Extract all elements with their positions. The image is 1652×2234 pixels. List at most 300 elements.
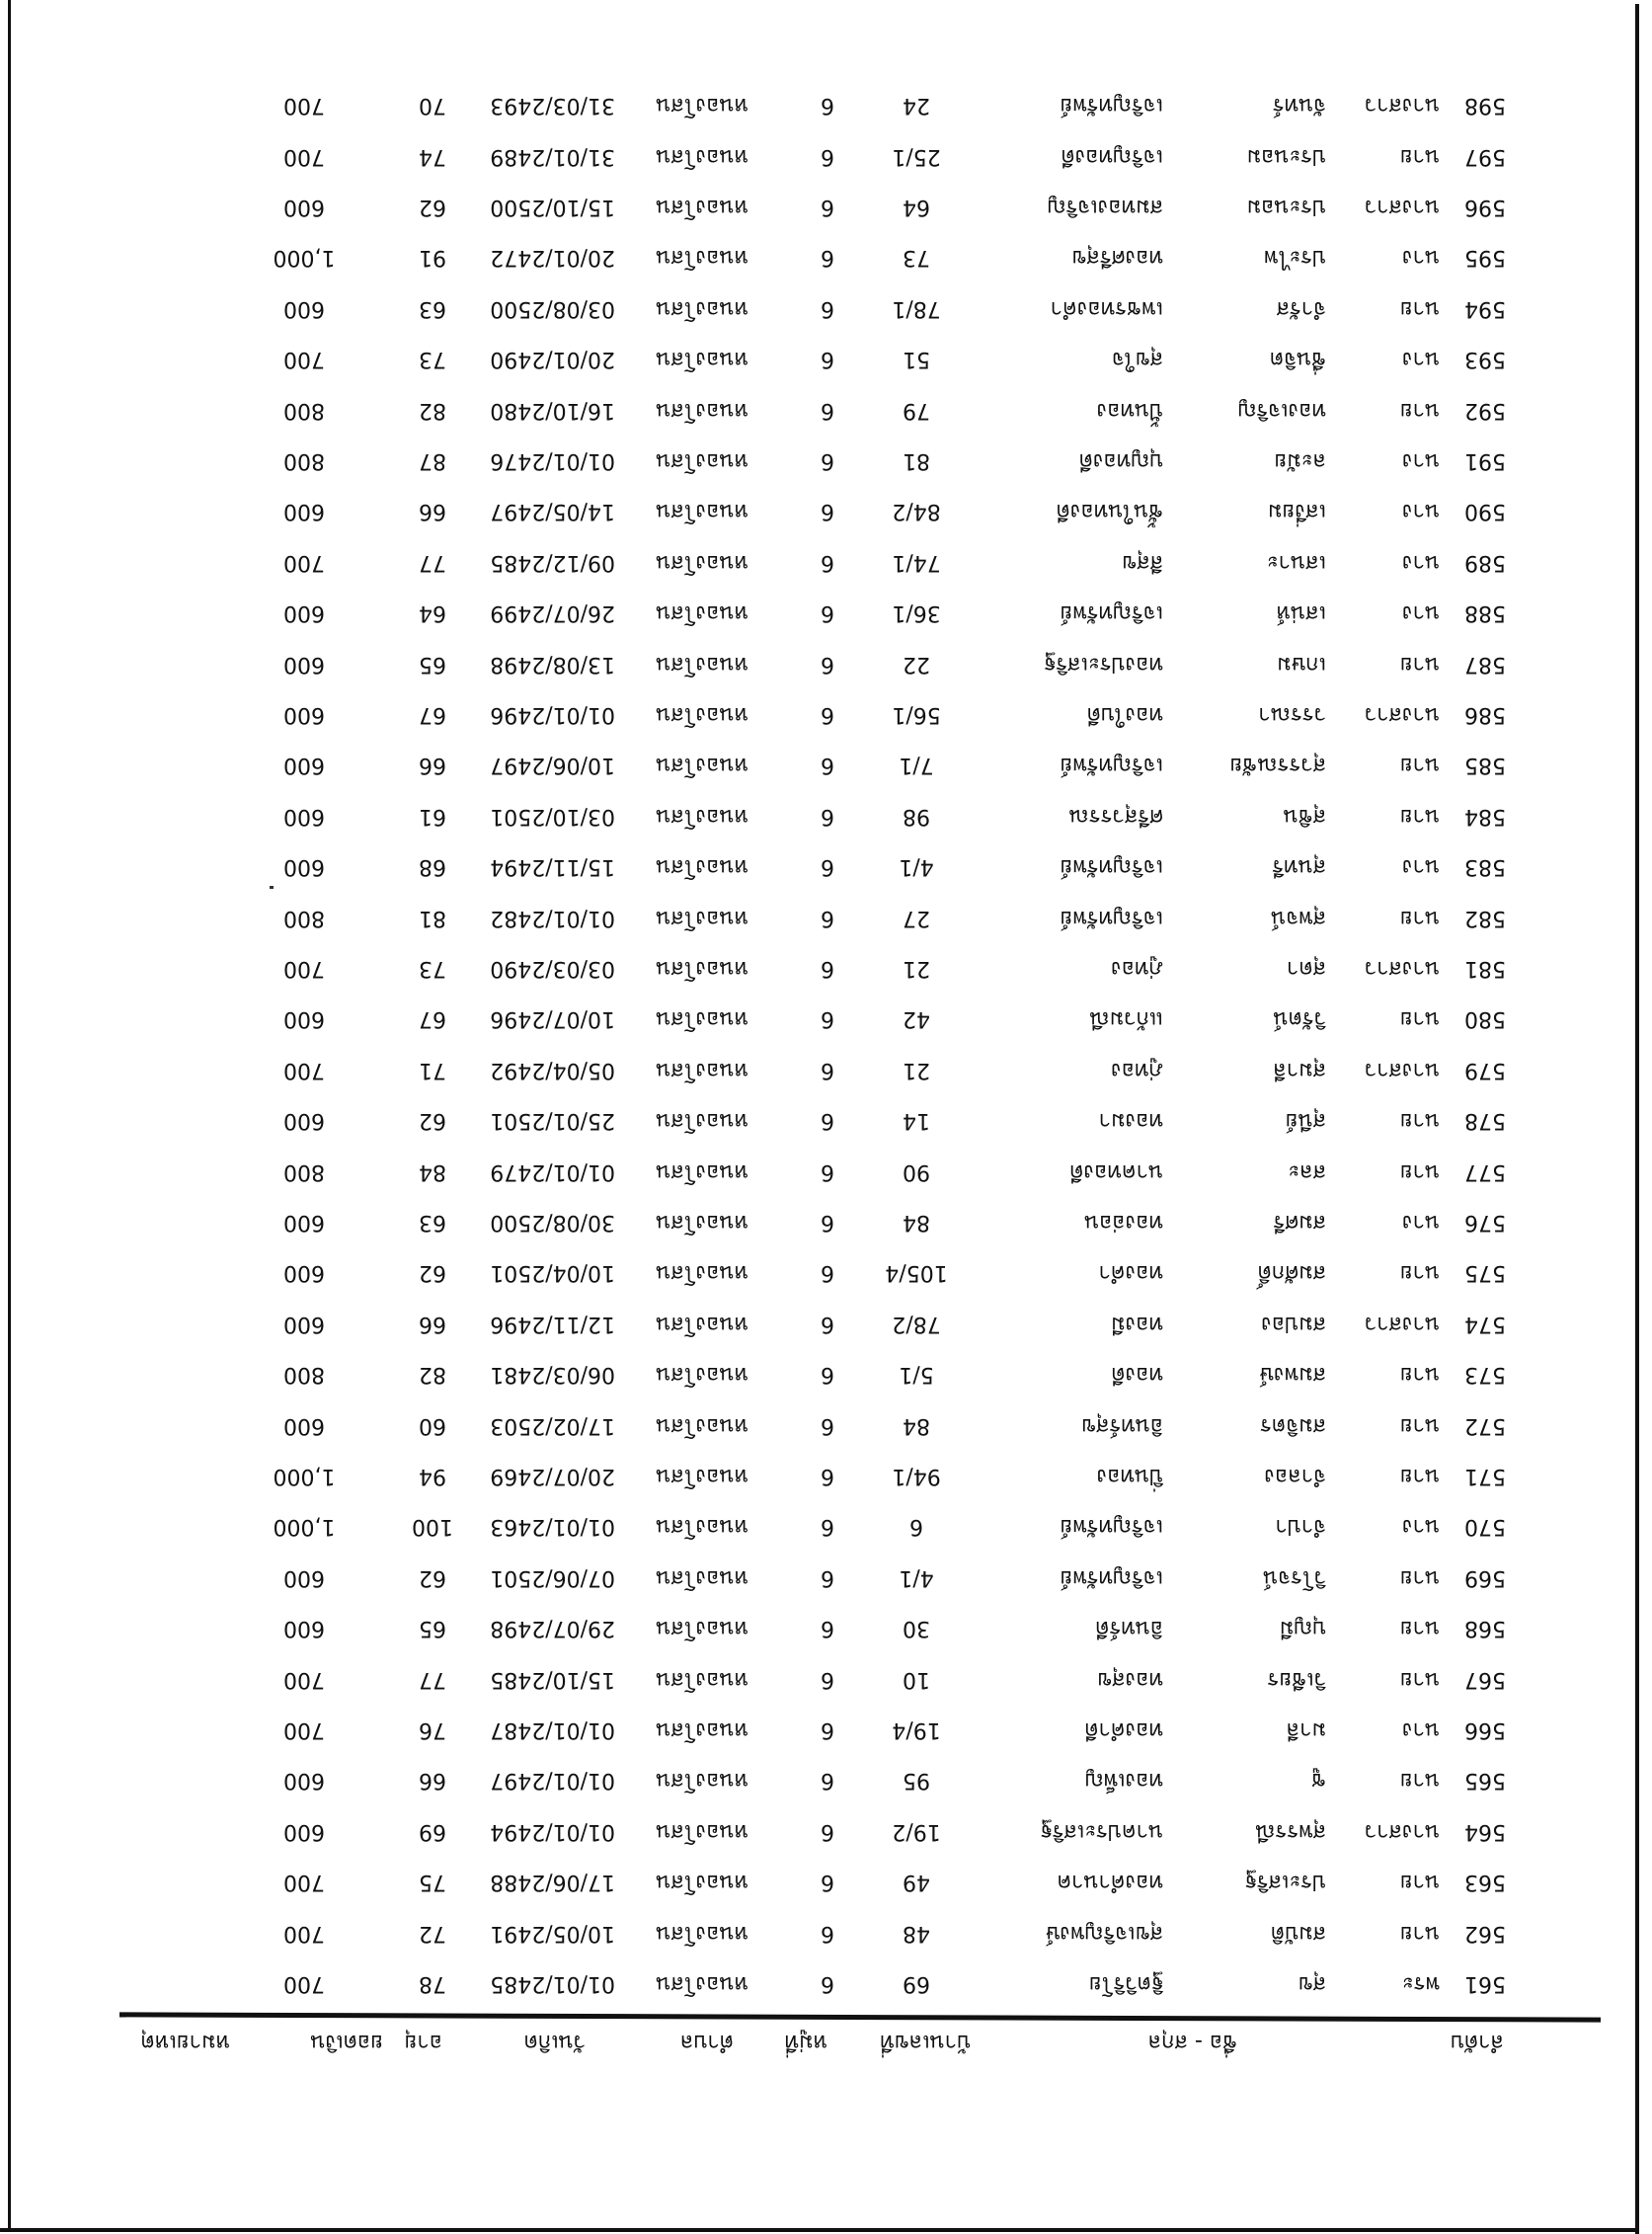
cell-moo: 6 bbox=[821, 1768, 834, 1794]
cell-moo: 6 bbox=[821, 1158, 834, 1184]
cell-age: 91 bbox=[419, 245, 446, 271]
cell-prefix: นาย bbox=[1399, 905, 1440, 930]
cell-seq: 563 bbox=[1464, 1870, 1506, 1895]
cell-moo: 6 bbox=[821, 1920, 834, 1946]
cell-moo: 6 bbox=[821, 753, 834, 778]
cell-age: 62 bbox=[419, 195, 446, 219]
cell-house-no: 30 bbox=[903, 1616, 930, 1641]
cell-prefix: นาย bbox=[1399, 803, 1440, 829]
cell-prefix: นาย bbox=[1399, 1564, 1440, 1590]
cell-moo: 6 bbox=[821, 1818, 834, 1844]
cell-amount: 1,000 bbox=[273, 1464, 336, 1488]
cell-amount: 600 bbox=[283, 195, 325, 219]
cell-first-name: จำปา bbox=[1275, 1514, 1326, 1540]
cell-seq: 575 bbox=[1464, 1260, 1506, 1286]
cell-house-no: 78/1 bbox=[892, 295, 941, 321]
cell-amount: 800 bbox=[283, 1158, 325, 1184]
cell-house-no: 98 bbox=[903, 803, 930, 829]
cell-dob: 10/07/2496 bbox=[490, 1006, 615, 1032]
cell-dob: 31/01/2489 bbox=[490, 143, 615, 169]
cell-house-no: 69 bbox=[903, 1971, 930, 1996]
cell-first-name: เกษม bbox=[1277, 651, 1326, 677]
cell-last-name: ทองคำนาค bbox=[1057, 1870, 1163, 1895]
cell-house-no: 27 bbox=[903, 905, 930, 930]
cell-first-name: วิโรจน์ bbox=[1263, 1564, 1326, 1590]
cell-first-name: มาลี bbox=[1286, 1717, 1326, 1742]
cell-seq: 589 bbox=[1464, 549, 1506, 575]
cell-dob: 15/11/2494 bbox=[490, 854, 615, 880]
cell-first-name: ชู bbox=[1311, 1768, 1326, 1794]
cell-prefix: นาย bbox=[1399, 1158, 1440, 1184]
cell-moo: 6 bbox=[821, 1210, 834, 1235]
cell-last-name: สมทองเจริญ bbox=[1047, 195, 1163, 219]
cell-moo: 6 bbox=[821, 1006, 834, 1032]
cell-first-name: สุดา bbox=[1286, 956, 1326, 981]
cell-tambon: หนองโสน bbox=[656, 1362, 748, 1388]
cell-seq: 595 bbox=[1464, 245, 1506, 271]
cell-first-name: ประนอม bbox=[1246, 195, 1326, 219]
cell-house-no: 25/1 bbox=[892, 143, 941, 169]
cell-house-no: 21 bbox=[903, 1057, 930, 1082]
cell-tambon: หนองโสน bbox=[656, 1158, 748, 1184]
cell-dob: 01/01/2463 bbox=[490, 1514, 615, 1540]
cell-dob: 07/06/2501 bbox=[490, 1564, 615, 1590]
header-dob: วันเกิด bbox=[523, 2030, 586, 2054]
cell-tambon: หนองโสน bbox=[656, 1260, 748, 1286]
cell-amount: 700 bbox=[283, 143, 325, 169]
cell-house-no: 5/1 bbox=[899, 1362, 934, 1388]
cell-dob: 01/01/2485 bbox=[490, 1971, 615, 1996]
cell-prefix: นางสาว bbox=[1364, 1057, 1440, 1082]
cell-prefix: นาย bbox=[1399, 143, 1440, 169]
cell-prefix: นาย bbox=[1399, 1870, 1440, 1895]
cell-amount: 600 bbox=[283, 1564, 325, 1590]
cell-moo: 6 bbox=[821, 1057, 834, 1082]
cell-dob: 30/08/2500 bbox=[490, 1210, 615, 1235]
cell-amount: 600 bbox=[283, 803, 325, 829]
cell-seq: 596 bbox=[1464, 195, 1506, 219]
cell-amount: 600 bbox=[283, 1210, 325, 1235]
cell-house-no: 4/1 bbox=[899, 1564, 934, 1590]
cell-house-no: 84/2 bbox=[892, 499, 941, 524]
cell-last-name: ทองมา bbox=[1098, 1108, 1163, 1134]
cell-tambon: หนองโสน bbox=[656, 600, 748, 626]
cell-moo: 6 bbox=[821, 702, 834, 727]
cell-age: 70 bbox=[419, 93, 446, 119]
cell-amount: 700 bbox=[283, 1717, 325, 1742]
cell-dob: 05/04/2492 bbox=[490, 1057, 615, 1082]
cell-last-name: ทองอ่อน bbox=[1084, 1210, 1163, 1235]
cell-tambon: หนองโสน bbox=[656, 1616, 748, 1641]
cell-prefix: นางสาว bbox=[1364, 1311, 1440, 1336]
cell-moo: 6 bbox=[821, 143, 834, 169]
cell-age: 69 bbox=[419, 1818, 446, 1844]
cell-dob: 09/12/2485 bbox=[490, 549, 615, 575]
cell-first-name: ประเสริฐ bbox=[1244, 1870, 1326, 1895]
cell-house-no: 94/1 bbox=[892, 1464, 941, 1488]
cell-dob: 16/10/2480 bbox=[490, 397, 615, 423]
cell-house-no: 19/4 bbox=[892, 1717, 941, 1742]
cell-seq: 572 bbox=[1464, 1412, 1506, 1438]
cell-dob: 20/01/2472 bbox=[490, 245, 615, 271]
cell-age: 84 bbox=[419, 1158, 446, 1184]
cell-amount: 600 bbox=[283, 499, 325, 524]
cell-first-name: สุมาลี bbox=[1273, 1057, 1326, 1082]
cell-first-name: สุข bbox=[1298, 1971, 1326, 1996]
cell-moo: 6 bbox=[821, 397, 834, 423]
cell-moo: 6 bbox=[821, 956, 834, 981]
cell-prefix: นาย bbox=[1399, 1006, 1440, 1032]
cell-moo: 6 bbox=[821, 1412, 834, 1438]
cell-last-name: ทองคำดี bbox=[1084, 1717, 1163, 1742]
cell-seq: 592 bbox=[1464, 397, 1506, 423]
cell-first-name: ทองเจริญ bbox=[1237, 397, 1326, 423]
cell-first-name: สุวรรณชัย bbox=[1229, 753, 1326, 778]
cell-seq: 568 bbox=[1464, 1616, 1506, 1641]
cell-moo: 6 bbox=[821, 1464, 834, 1488]
cell-tambon: หนองโสน bbox=[656, 245, 748, 271]
cell-prefix: นาง bbox=[1401, 499, 1440, 524]
header-tambon: ตำบล bbox=[679, 2030, 734, 2054]
cell-moo: 6 bbox=[821, 195, 834, 219]
cell-tambon: หนองโสน bbox=[656, 854, 748, 880]
cell-first-name: สมจิตร bbox=[1260, 1412, 1326, 1438]
cell-amount: 600 bbox=[283, 1412, 325, 1438]
cell-moo: 6 bbox=[821, 1260, 834, 1286]
cell-seq: 567 bbox=[1464, 1666, 1506, 1692]
cell-dob: 01/01/2476 bbox=[490, 448, 615, 473]
cell-last-name: นาคทองดี bbox=[1069, 1158, 1163, 1184]
cell-house-no: 22 bbox=[903, 651, 930, 677]
cell-first-name: สมปอง bbox=[1261, 1311, 1326, 1336]
cell-tambon: หนองโสน bbox=[656, 1412, 748, 1438]
cell-age: 100 bbox=[412, 1514, 453, 1540]
cell-dob: 20/07/2469 bbox=[490, 1464, 615, 1488]
cell-dob: 10/05/2491 bbox=[490, 1920, 615, 1946]
cell-last-name: ชั้นในทองดี bbox=[1056, 499, 1163, 524]
cell-last-name: ปั้นทอง bbox=[1096, 397, 1163, 423]
cell-house-no: 81 bbox=[903, 448, 930, 473]
cell-age: 65 bbox=[419, 1616, 446, 1641]
cell-seq: 594 bbox=[1464, 295, 1506, 321]
cell-last-name: ทองใบดี bbox=[1086, 702, 1163, 727]
cell-moo: 6 bbox=[821, 245, 834, 271]
cell-tambon: หนองโสน bbox=[656, 956, 748, 981]
cell-prefix: นาย bbox=[1399, 397, 1440, 423]
cell-moo: 6 bbox=[821, 1108, 834, 1134]
cell-amount: 700 bbox=[283, 956, 325, 981]
cell-dob: 10/06/2497 bbox=[490, 753, 615, 778]
cell-seq: 588 bbox=[1464, 600, 1506, 626]
cell-age: 62 bbox=[419, 1260, 446, 1286]
cell-moo: 6 bbox=[821, 1564, 834, 1590]
cell-house-no: 74/1 bbox=[892, 549, 941, 575]
cell-last-name: สีสุข bbox=[1122, 549, 1163, 575]
cell-last-name: ทองศรีสุข bbox=[1071, 245, 1163, 271]
cell-tambon: หนองโสน bbox=[656, 753, 748, 778]
cell-first-name: เสน่ห์ bbox=[1276, 600, 1326, 626]
cell-seq: 574 bbox=[1464, 1311, 1506, 1336]
cell-prefix: นาง bbox=[1401, 549, 1440, 575]
cell-dob: 03/03/2490 bbox=[490, 956, 615, 981]
cell-last-name: อินทร์สุข bbox=[1080, 1412, 1163, 1438]
cell-age: 76 bbox=[419, 1717, 446, 1742]
cell-tambon: หนองโสน bbox=[656, 702, 748, 727]
cell-prefix: พระ bbox=[1401, 1971, 1440, 1996]
cell-last-name: สุขเจริญพงษ์ bbox=[1045, 1920, 1163, 1946]
cell-seq: 591 bbox=[1464, 448, 1506, 473]
cell-age: 87 bbox=[419, 448, 446, 473]
cell-tambon: หนองโสน bbox=[656, 549, 748, 575]
cell-amount: 800 bbox=[283, 397, 325, 423]
cell-seq: 585 bbox=[1464, 753, 1506, 778]
cell-house-no: 21 bbox=[903, 956, 930, 981]
cell-first-name: วิเชียร bbox=[1267, 1666, 1326, 1692]
cell-prefix: นาย bbox=[1399, 295, 1440, 321]
cell-amount: 600 bbox=[283, 753, 325, 778]
cell-house-no: 95 bbox=[903, 1768, 930, 1794]
cell-prefix: นาง bbox=[1401, 1210, 1440, 1235]
cell-moo: 6 bbox=[821, 1616, 834, 1641]
cell-house-no: 78/2 bbox=[892, 1311, 941, 1336]
cell-moo: 6 bbox=[821, 1971, 834, 1996]
cell-prefix: นางสาว bbox=[1364, 702, 1440, 727]
cell-moo: 6 bbox=[821, 1717, 834, 1742]
cell-age: 75 bbox=[419, 1870, 446, 1895]
cell-age: 71 bbox=[419, 1057, 446, 1082]
cell-seq: 577 bbox=[1464, 1158, 1506, 1184]
cell-dob: 03/08/2500 bbox=[490, 295, 615, 321]
cell-prefix: นาง bbox=[1401, 245, 1440, 271]
cell-dob: 17/02/2503 bbox=[490, 1412, 615, 1438]
cell-dob: 06/03/2481 bbox=[490, 1362, 615, 1388]
header-amount: ยอดเงิน bbox=[310, 2030, 383, 2054]
cell-moo: 6 bbox=[821, 448, 834, 473]
cell-age: 62 bbox=[419, 1108, 446, 1134]
cell-dob: 25/01/2501 bbox=[490, 1108, 615, 1134]
cell-amount: 700 bbox=[283, 1057, 325, 1082]
cell-house-no: 42 bbox=[903, 1006, 930, 1032]
cell-age: 73 bbox=[419, 956, 446, 981]
cell-amount: 600 bbox=[283, 651, 325, 677]
cell-age: 68 bbox=[419, 854, 446, 880]
cell-amount: 700 bbox=[283, 347, 325, 372]
cell-house-no: 56/1 bbox=[892, 702, 941, 727]
cell-house-no: 7/1 bbox=[899, 753, 934, 778]
cell-house-no: 105/4 bbox=[885, 1260, 948, 1286]
cell-tambon: หนองโสน bbox=[656, 1666, 748, 1692]
cell-amount: 600 bbox=[283, 1006, 325, 1032]
cell-amount: 600 bbox=[283, 1768, 325, 1794]
cell-house-no: 64 bbox=[903, 195, 930, 219]
cell-tambon: หนองโสน bbox=[656, 1717, 748, 1742]
cell-tambon: หนองโสน bbox=[656, 1818, 748, 1844]
cell-amount: 700 bbox=[283, 1920, 325, 1946]
cell-tambon: หนองโสน bbox=[656, 448, 748, 473]
cell-seq: 597 bbox=[1464, 143, 1506, 169]
cell-last-name: ทองสุข bbox=[1097, 1666, 1163, 1692]
cell-prefix: นาย bbox=[1399, 1616, 1440, 1641]
cell-prefix: นาย bbox=[1399, 651, 1440, 677]
cell-last-name: ภู่ทอง bbox=[1111, 956, 1163, 981]
cell-amount: 600 bbox=[283, 1818, 325, 1844]
page-border-top bbox=[0, 2228, 1639, 2232]
cell-tambon: หนองโสน bbox=[656, 1108, 748, 1134]
cell-age: 74 bbox=[419, 143, 446, 169]
cell-age: 77 bbox=[419, 1666, 446, 1692]
page-border-right bbox=[8, 0, 11, 2230]
cell-last-name: ภู่ทอง bbox=[1111, 1057, 1163, 1082]
cell-dob: 01/01/2496 bbox=[490, 702, 615, 727]
cell-prefix: นาย bbox=[1399, 1768, 1440, 1794]
cell-prefix: นาง bbox=[1401, 448, 1440, 473]
cell-seq: 570 bbox=[1464, 1514, 1506, 1540]
cell-age: 78 bbox=[419, 1971, 446, 1996]
cell-first-name: ประไพ bbox=[1263, 245, 1326, 271]
cell-first-name: ชื่นจิต bbox=[1269, 347, 1326, 372]
cell-prefix: นาย bbox=[1399, 1920, 1440, 1946]
cell-seq: 565 bbox=[1464, 1768, 1506, 1794]
cell-tambon: หนองโสน bbox=[656, 347, 748, 372]
cell-tambon: หนองโสน bbox=[656, 295, 748, 321]
cell-age: 94 bbox=[419, 1464, 446, 1488]
cell-first-name: สุชิน bbox=[1283, 803, 1326, 829]
cell-prefix: นาย bbox=[1399, 1362, 1440, 1388]
cell-moo: 6 bbox=[821, 854, 834, 880]
cell-prefix: นางสาว bbox=[1364, 1818, 1440, 1844]
cell-moo: 6 bbox=[821, 1870, 834, 1895]
header-rule bbox=[119, 2012, 1601, 2022]
cell-first-name: จันทร์ bbox=[1272, 93, 1326, 119]
cell-prefix: นางสาว bbox=[1364, 93, 1440, 119]
cell-house-no: 79 bbox=[903, 397, 930, 423]
cell-last-name: ฐิตวิริโย bbox=[1088, 1971, 1163, 1996]
cell-house-no: 4/1 bbox=[899, 854, 934, 880]
cell-age: 72 bbox=[419, 1920, 446, 1946]
cell-last-name: เจริญทรัพย์ bbox=[1060, 1514, 1163, 1540]
cell-tambon: หนองโสน bbox=[656, 195, 748, 219]
cell-tambon: หนองโสน bbox=[656, 1210, 748, 1235]
cell-last-name: ปิ่นทอง bbox=[1096, 1464, 1163, 1488]
cell-seq: 593 bbox=[1464, 347, 1506, 372]
cell-seq: 569 bbox=[1464, 1564, 1506, 1590]
cell-moo: 6 bbox=[821, 549, 834, 575]
cell-prefix: นาย bbox=[1399, 1108, 1440, 1134]
cell-last-name: เจริญทรัพย์ bbox=[1060, 1564, 1163, 1590]
cell-first-name: สละ bbox=[1288, 1158, 1326, 1184]
cell-tambon: หนองโสน bbox=[656, 803, 748, 829]
cell-prefix: นาง bbox=[1401, 854, 1440, 880]
cell-last-name: สุขใจ bbox=[1111, 347, 1163, 372]
cell-last-name: ทองเพ็ญ bbox=[1084, 1768, 1163, 1794]
cell-amount: 700 bbox=[283, 93, 325, 119]
cell-age: 66 bbox=[419, 753, 446, 778]
cell-house-no: 51 bbox=[903, 347, 930, 372]
cell-amount: 800 bbox=[283, 1362, 325, 1388]
cell-first-name: ประนอม bbox=[1246, 143, 1326, 169]
cell-age: 81 bbox=[419, 905, 446, 930]
cell-dob: 01/01/2482 bbox=[490, 905, 615, 930]
cell-tambon: หนองโสน bbox=[656, 1870, 748, 1895]
cell-moo: 6 bbox=[821, 1311, 834, 1336]
cell-first-name: สมบัติ bbox=[1270, 1920, 1326, 1946]
cell-age: 62 bbox=[419, 1564, 446, 1590]
cell-seq: 583 bbox=[1464, 854, 1506, 880]
cell-last-name: เจริญทองดี bbox=[1061, 143, 1163, 169]
cell-dob: 17/06/2488 bbox=[490, 1870, 615, 1895]
cell-seq: 561 bbox=[1464, 1971, 1506, 1996]
cell-first-name: สมศรี bbox=[1273, 1210, 1326, 1235]
cell-moo: 6 bbox=[821, 905, 834, 930]
cell-dob: 03/10/2501 bbox=[490, 803, 615, 829]
scan-speck bbox=[270, 886, 274, 889]
cell-house-no: 19/2 bbox=[892, 1818, 941, 1844]
cell-first-name: บุญมี bbox=[1279, 1616, 1326, 1641]
cell-amount: 600 bbox=[283, 295, 325, 321]
cell-age: 63 bbox=[419, 1210, 446, 1235]
cell-tambon: หนองโสน bbox=[656, 499, 748, 524]
cell-amount: 800 bbox=[283, 448, 325, 473]
cell-first-name: เสนาะ bbox=[1266, 549, 1326, 575]
cell-moo: 6 bbox=[821, 600, 834, 626]
cell-last-name: เพชรทองคำ bbox=[1050, 295, 1163, 321]
cell-dob: 14/05/2497 bbox=[490, 499, 615, 524]
cell-moo: 6 bbox=[821, 1514, 834, 1540]
cell-dob: 31/03/2493 bbox=[490, 93, 615, 119]
cell-first-name: ละมัย bbox=[1274, 448, 1326, 473]
cell-first-name: สุพรรณี bbox=[1255, 1818, 1326, 1844]
cell-dob: 01/01/2487 bbox=[490, 1717, 615, 1742]
cell-age: 67 bbox=[419, 1006, 446, 1032]
cell-last-name: เจริญทรัพย์ bbox=[1060, 753, 1163, 778]
cell-age: 66 bbox=[419, 1768, 446, 1794]
cell-amount: 700 bbox=[283, 1971, 325, 1996]
cell-moo: 6 bbox=[821, 803, 834, 829]
cell-prefix: นาง bbox=[1401, 347, 1440, 372]
cell-age: 77 bbox=[419, 549, 446, 575]
cell-house-no: 49 bbox=[903, 1870, 930, 1895]
cell-prefix: นาย bbox=[1399, 1666, 1440, 1692]
cell-tambon: หนองโสน bbox=[656, 1971, 748, 1996]
cell-prefix: นาง bbox=[1401, 1514, 1440, 1540]
cell-tambon: หนองโสน bbox=[656, 1768, 748, 1794]
cell-dob: 15/10/2500 bbox=[490, 195, 615, 219]
cell-amount: 1,000 bbox=[273, 245, 336, 271]
cell-prefix: นาย bbox=[1399, 1260, 1440, 1286]
header-age: อายุ bbox=[404, 2030, 442, 2054]
cell-first-name: วรรณา bbox=[1258, 702, 1326, 727]
cell-seq: 582 bbox=[1464, 905, 1506, 930]
cell-seq: 584 bbox=[1464, 803, 1506, 829]
cell-house-no: 24 bbox=[903, 93, 930, 119]
cell-tambon: หนองโสน bbox=[656, 1006, 748, 1032]
header-seq: ลำดับ bbox=[1450, 2030, 1504, 2054]
cell-amount: 600 bbox=[283, 1311, 325, 1336]
cell-age: 64 bbox=[419, 600, 446, 626]
cell-dob: 13/08/2498 bbox=[490, 651, 615, 677]
cell-age: 66 bbox=[419, 1311, 446, 1336]
cell-tambon: หนองโสน bbox=[656, 1311, 748, 1336]
cell-last-name: เจริญทรัพย์ bbox=[1060, 905, 1163, 930]
cell-house-no: 84 bbox=[903, 1412, 930, 1438]
cell-moo: 6 bbox=[821, 1666, 834, 1692]
cell-house-no: 48 bbox=[903, 1920, 930, 1946]
header-house-no: บ้านเลขที่ bbox=[880, 2030, 971, 2054]
cell-dob: 20/01/2490 bbox=[490, 347, 615, 372]
cell-house-no: 36/1 bbox=[892, 600, 941, 626]
cell-last-name: เจริญทรัพย์ bbox=[1060, 93, 1163, 119]
cell-seq: 579 bbox=[1464, 1057, 1506, 1082]
